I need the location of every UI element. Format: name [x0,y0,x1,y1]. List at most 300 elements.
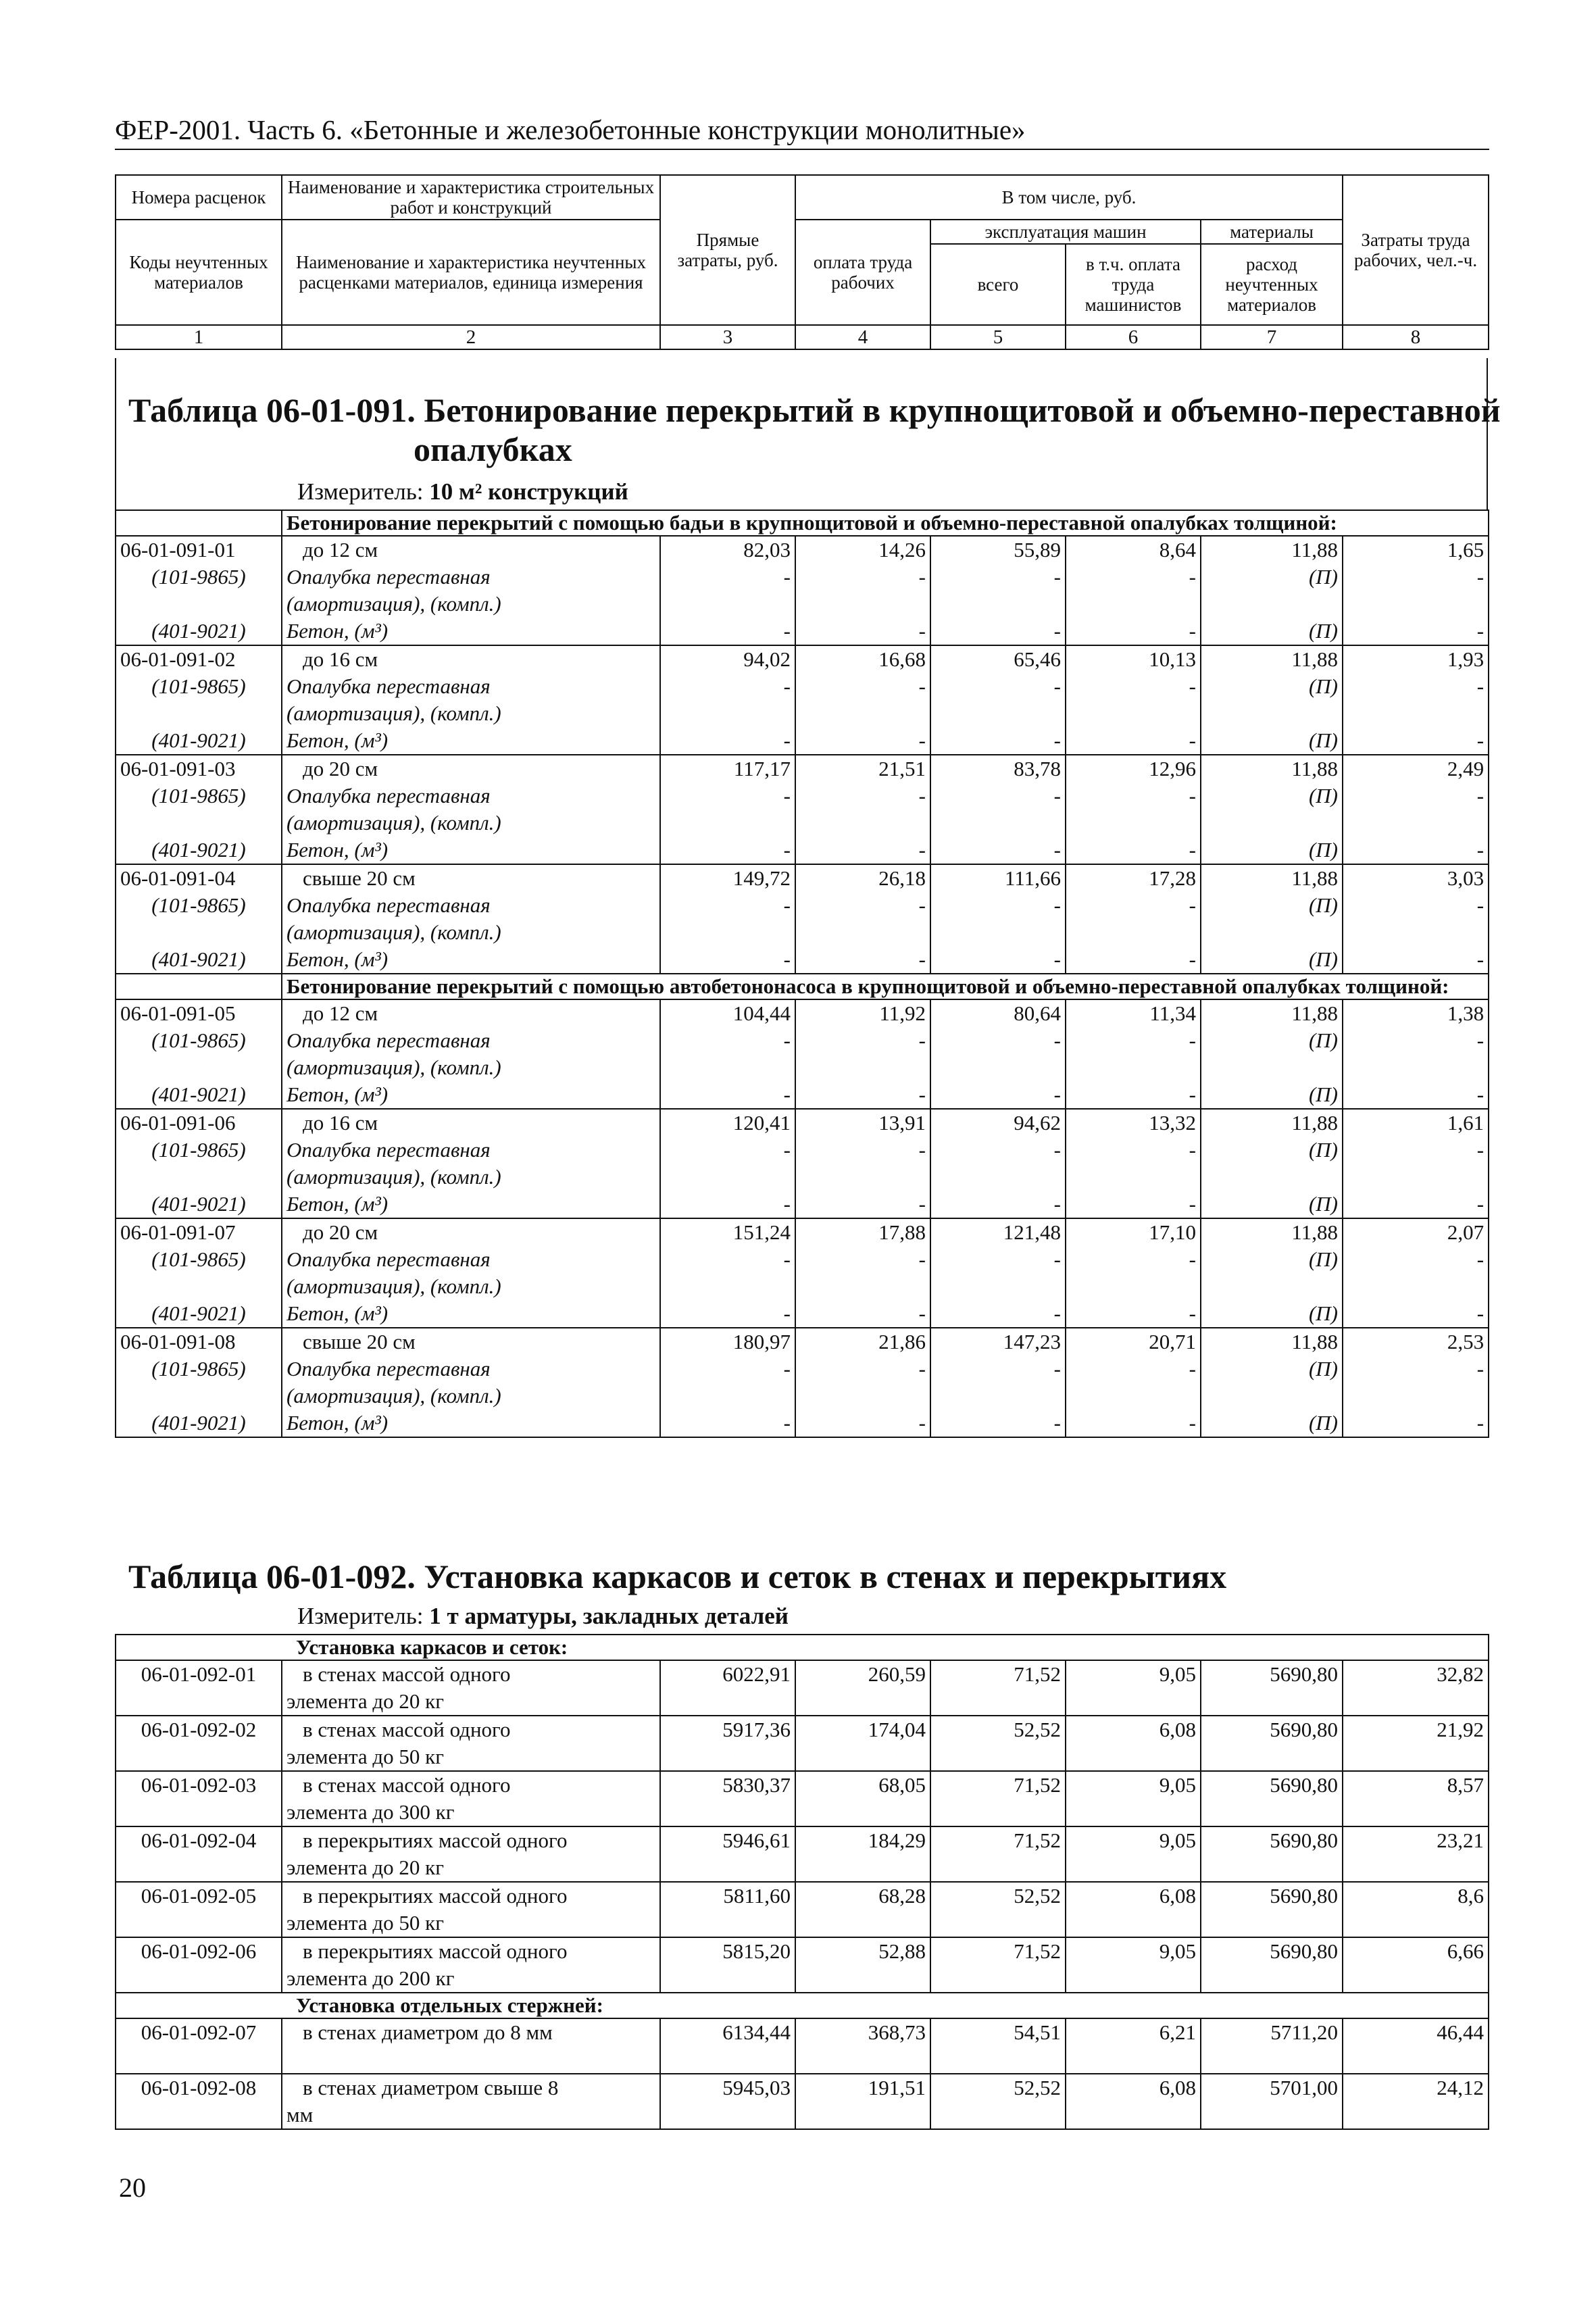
labor-hours-cell [1343,1218,1489,1328]
material-usage-cell [1201,645,1343,755]
rate-row [116,864,1489,974]
labor-hours: 1,61 [1447,1111,1485,1135]
dash: - [918,674,926,698]
machines-total-cell [930,864,1066,974]
rate-name-cell [282,1716,660,1771]
rate-name-cell [282,1826,660,1882]
dash: - [1476,784,1485,807]
material-cost: 5701,00 [1201,2074,1343,2129]
material-code: (101-9865) [151,1357,246,1380]
rate-name-cell [282,536,660,645]
material-code: (101-9865) [151,893,246,917]
rate-row [116,2018,1489,2074]
spacer [935,591,1061,618]
dash: - [918,1138,926,1162]
machinist-pay: 6,21 [1066,2018,1201,2074]
rate-code-cell [116,1328,282,1437]
rate-code: 06-01-092-06 [116,1937,282,1993]
rate-name: в перекрытиях массой одного [303,1939,568,1963]
spacer [1347,1054,1484,1081]
col-number: 8 [1343,325,1489,349]
direct-cost: 5917,36 [660,1716,795,1771]
dash: - [783,565,791,589]
rate-code-cell [116,1109,282,1218]
spacer [1347,919,1484,946]
dash: - [1189,1028,1196,1052]
rate-row [116,1826,1489,1882]
spacer [1205,1054,1338,1081]
rate-name: до 12 см [303,538,378,562]
dash: - [1189,838,1196,862]
material-usage: 11,88 [1291,1220,1338,1244]
dash: - [783,784,791,807]
col-number: 7 [1201,325,1343,349]
rate-name-cell [282,1882,660,1937]
spacer [120,591,277,618]
direct-cost: 5811,60 [660,1882,795,1937]
direct-cost: 5945,03 [660,2074,795,2129]
rate-code-cell [116,536,282,645]
dash: - [783,947,791,971]
machinist-pay-cell [1066,755,1201,864]
machines-total: 52,52 [930,2074,1066,2129]
rate-code: 06-01-092-08 [116,2074,282,2129]
spacer [1070,700,1196,727]
material-usage-cell [1201,755,1343,864]
material-usage: 11,88 [1291,538,1338,562]
material-code: (101-9865) [151,1138,246,1162]
material-code: (401-9021) [151,947,246,971]
dash: - [1053,1301,1061,1325]
machines-total-cell [930,536,1066,645]
spacer [1070,1383,1196,1410]
material-mark: (П) [1308,728,1338,752]
dash: - [918,1082,926,1106]
dash: - [1476,674,1485,698]
rate-name: до 16 см [303,647,378,671]
material-code: (401-9021) [151,1082,246,1106]
spacer [800,1273,926,1300]
rate-row [116,1660,1489,1716]
material-name: Бетон, (м³) [286,838,389,862]
direct-cost: 120,41 [732,1111,791,1135]
labor-hours-cell [1343,864,1489,974]
dash: - [1189,728,1196,752]
machines-total: 54,51 [930,2018,1066,2074]
dash: - [1189,893,1196,917]
labor-pay: 368,73 [795,2018,930,2074]
dash: - [783,619,791,643]
direct-cost-cell [660,1328,795,1437]
machines-total: 55,89 [1014,538,1061,562]
rate-code: 06-01-092-04 [116,1826,282,1882]
unit-value: 10 м² конструкций [429,478,628,505]
material-code: (401-9021) [151,728,246,752]
col-labor-pay: оплата труда рабочих [795,220,930,325]
material-name: Опалубка переставная [286,674,491,698]
machines-total: 71,52 [930,1826,1066,1882]
direct-cost: 117,17 [733,757,791,780]
material-code: (101-9865) [151,1028,246,1052]
spacer [120,919,277,946]
page-header: ФЕР-2001. Часть 6. «Бетонные и железобетонные конструкции монолитные» [115,115,1489,150]
material-mark: (П) [1308,1301,1338,1325]
spacer [800,810,926,837]
spacer [665,1054,791,1081]
rate-name-cell [282,999,660,1109]
labor-hours: 8,6 [1343,1882,1489,1937]
labor-hours: 23,21 [1343,1826,1489,1882]
material-code: (401-9021) [151,1192,246,1216]
rate-name-cont [286,2046,655,2073]
rate-name-cont: элемента до 200 кг [286,1966,455,1990]
frame-line [115,358,116,509]
machines-total: 94,62 [1014,1111,1061,1135]
labor-hours: 2,49 [1447,757,1485,780]
table-092 [115,1634,1489,2130]
section-spacer [116,974,282,999]
machines-total: 65,46 [1014,647,1061,671]
labor-pay-cell [795,1328,930,1437]
spacer [935,700,1061,727]
labor-hours: 21,92 [1343,1716,1489,1771]
material-cost: 5690,80 [1201,1826,1343,1882]
machinist-pay-cell [1066,645,1201,755]
material-cost: 5690,80 [1201,1937,1343,1993]
direct-cost: 6022,91 [660,1660,795,1716]
dash: - [1476,1247,1485,1271]
dash: - [1053,674,1061,698]
material-name: Бетон, (м³) [286,619,389,643]
labor-hours: 2,53 [1447,1330,1485,1353]
rate-code: 06-01-091-04 [120,866,236,890]
rate-code: 06-01-091-08 [120,1330,236,1353]
col-group-including: В том числе, руб. [795,175,1343,220]
rate-code-cell [116,864,282,974]
material-name: Опалубка переставная [286,1357,491,1380]
machines-total-cell [930,1109,1066,1218]
direct-cost-cell [660,755,795,864]
labor-hours: 1,38 [1447,1001,1485,1025]
rate-row [116,645,1489,755]
dash: - [1476,1301,1485,1325]
dash: - [783,1301,791,1325]
rate-name: в стенах массой одного [303,1718,511,1741]
material-code: (101-9865) [151,565,246,589]
dash: - [1476,1411,1485,1435]
dash: - [918,1357,926,1380]
machinist-pay: 6,08 [1066,2074,1201,2129]
material-mark: (П) [1308,838,1338,862]
labor-hours: 2,07 [1447,1220,1485,1244]
material-usage-cell [1201,1109,1343,1218]
col-material-codes: Коды неучтенных материалов [116,220,282,325]
rate-code: 06-01-092-02 [116,1716,282,1771]
rate-row [116,1937,1489,1993]
section-title: Бетонирование перекрытий с помощью автобетононасоса в крупнощитовой и объемно-переставной опалубках толщиной: [282,974,1489,999]
dash: - [1189,565,1196,589]
material-name-cont: (амортизация), (компл.) [286,1384,501,1408]
col-number: 3 [660,325,795,349]
dash: - [783,1357,791,1380]
spacer [1205,700,1338,727]
spacer [120,1054,277,1081]
spacer [665,1273,791,1300]
rate-name: до 20 см [303,1220,378,1244]
col-material-names: Наименование и характеристика неучтенных расценками материалов, единица измерения [282,220,660,325]
direct-cost: 5815,20 [660,1937,795,1993]
col-rate-number: Номера расценок [116,175,282,220]
dash: - [1189,1301,1196,1325]
direct-cost: 5946,61 [660,1826,795,1882]
spacer [1070,591,1196,618]
dash: - [1053,784,1061,807]
col-direct-costs: Прямые затраты, руб. [660,175,795,325]
labor-pay: 16,68 [878,647,926,671]
dash: - [783,1028,791,1052]
dash: - [1053,565,1061,589]
labor-hours: 24,12 [1343,2074,1489,2129]
material-mark: (П) [1308,619,1338,643]
direct-cost: 82,03 [743,538,791,562]
rate-name: в стенах диаметром до 8 мм [303,2020,553,2044]
machinist-pay: 17,28 [1149,866,1196,890]
labor-pay: 13,91 [878,1111,926,1135]
rate-name: в перекрытиях массой одного [303,1884,568,1908]
material-mark: (П) [1308,784,1338,807]
rate-code: 06-01-091-02 [120,647,236,671]
dash: - [1189,947,1196,971]
dash: - [783,838,791,862]
rate-name-cell [282,2018,660,2074]
section-spacer [116,510,282,536]
rate-name-cell [282,1109,660,1218]
dash: - [918,1247,926,1271]
material-mark: (П) [1308,1357,1338,1380]
material-usage: 11,88 [1291,1330,1338,1353]
machinist-pay-cell [1066,536,1201,645]
dash: - [1053,838,1061,862]
table-092-unit [297,1603,789,1630]
spacer [665,1383,791,1410]
labor-pay-cell [795,1109,930,1218]
rate-name-cont: элемента до 300 кг [286,1800,455,1824]
material-name-cont: (амортизация), (компл.) [286,1165,501,1189]
labor-hours: 8,57 [1343,1771,1489,1826]
rate-name-cell [282,1660,660,1716]
dash: - [1053,1082,1061,1106]
section-title: Бетонирование перекрытий с помощью бадьи в крупнощитовой и объемно-переставной опалубках толщиной: [282,510,1489,536]
dash: - [918,947,926,971]
dash: - [1053,619,1061,643]
rate-name: до 12 см [303,1001,378,1025]
machinist-pay-cell [1066,864,1201,974]
dash: - [918,893,926,917]
machinist-pay: 10,13 [1149,647,1196,671]
spacer [800,700,926,727]
machines-total: 121,48 [1003,1220,1061,1244]
rate-name-cell [282,645,660,755]
machinist-pay-cell [1066,1109,1201,1218]
spacer [800,1054,926,1081]
col-number: 4 [795,325,930,349]
table-091 [115,509,1489,1438]
section-title: Установка отдельных стержней: [116,1993,1489,2018]
dash: - [783,1082,791,1106]
material-name: Опалубка переставная [286,893,491,917]
col-number: 2 [282,325,660,349]
rate-code: 06-01-091-06 [120,1111,236,1135]
direct-cost: 5830,37 [660,1771,795,1826]
spacer [1205,1273,1338,1300]
unit-label: Измеритель: [297,1603,430,1629]
material-name-cont: (амортизация), (компл.) [286,920,501,944]
labor-pay-cell [795,864,930,974]
spacer [1205,1164,1338,1191]
rate-name: до 20 см [303,757,378,780]
dash: - [1476,1357,1485,1380]
labor-hours-cell [1343,1109,1489,1218]
machinist-pay-cell [1066,1218,1201,1328]
rate-row [116,999,1489,1109]
col-group-materials: материалы [1201,220,1343,244]
machinist-pay: 13,32 [1149,1111,1196,1135]
material-name-cont: (амортизация), (компл.) [286,592,501,616]
col-number: 6 [1066,325,1201,349]
dash: - [783,1247,791,1271]
dash: - [1476,1192,1485,1216]
rate-name-cell [282,2074,660,2129]
dash: - [918,1192,926,1216]
material-name: Бетон, (м³) [286,728,389,752]
material-mark: (П) [1308,674,1338,698]
rate-code: 06-01-091-07 [120,1220,236,1244]
machinist-pay: 11,34 [1149,1001,1196,1025]
dash: - [918,619,926,643]
labor-pay: 174,04 [795,1716,930,1771]
dash: - [1476,619,1485,643]
table-091-title-line2: опалубках [414,430,572,468]
machines-total: 71,52 [930,1937,1066,1993]
machines-total: 111,66 [1005,866,1061,890]
dash: - [918,728,926,752]
spacer [665,700,791,727]
material-usage: 11,88 [1291,1111,1338,1135]
dash: - [1476,893,1485,917]
labor-pay: 52,88 [795,1937,930,1993]
page-number: 20 [119,2172,146,2203]
spacer [1205,591,1338,618]
labor-pay: 21,86 [878,1330,926,1353]
material-mark: (П) [1308,1247,1338,1271]
frame-line [1487,358,1488,509]
spacer [1205,1383,1338,1410]
dash: - [1476,838,1485,862]
direct-cost: 149,72 [732,866,791,890]
material-code: (101-9865) [151,674,246,698]
machinist-pay: 9,05 [1066,1660,1201,1716]
material-name: Бетон, (м³) [286,1192,389,1216]
spacer [1347,810,1484,837]
table-091-unit [297,478,628,505]
labor-hours-cell [1343,645,1489,755]
machinist-pay: 9,05 [1066,1771,1201,1826]
material-code: (101-9865) [151,784,246,807]
direct-cost-cell [660,864,795,974]
spacer [1205,919,1338,946]
labor-pay-cell [795,536,930,645]
rate-name-cell [282,864,660,974]
dash: - [918,1411,926,1435]
dash: - [1053,893,1061,917]
rate-name-cell [282,755,660,864]
labor-pay: 191,51 [795,2074,930,2129]
dash: - [1189,1357,1196,1380]
material-name: Бетон, (м³) [286,947,389,971]
material-usage-cell [1201,864,1343,974]
rate-code: 06-01-091-01 [120,538,236,562]
col-number: 5 [930,325,1066,349]
machinist-pay: 6,08 [1066,1716,1201,1771]
spacer [935,1054,1061,1081]
rate-code: 06-01-092-05 [116,1882,282,1937]
material-name: Бетон, (м³) [286,1411,389,1435]
dash: - [783,1411,791,1435]
dash: - [1189,1192,1196,1216]
material-code: (401-9021) [151,838,246,862]
spacer [800,1383,926,1410]
labor-hours-cell [1343,1328,1489,1437]
machinist-pay: 17,10 [1149,1220,1196,1244]
rate-name: в перекрытиях массой одного [303,1828,568,1852]
dash: - [783,674,791,698]
material-usage-cell [1201,536,1343,645]
spacer [935,919,1061,946]
material-code: (401-9021) [151,1411,246,1435]
labor-pay-cell [795,1218,930,1328]
rate-name: свыше 20 см [303,1330,416,1353]
labor-pay: 11,92 [879,1001,926,1025]
spacer [935,810,1061,837]
material-name: Опалубка переставная [286,784,491,807]
labor-hours-cell [1343,755,1489,864]
dash: - [1053,1411,1061,1435]
spacer [1070,919,1196,946]
section-row [116,1635,1489,1660]
spacer [935,1383,1061,1410]
labor-pay-cell [795,645,930,755]
machinist-pay: 9,05 [1066,1826,1201,1882]
section-title: Установка каркасов и сеток: [116,1635,1489,1660]
dash: - [783,893,791,917]
direct-cost: 104,44 [732,1001,791,1025]
dash: - [1476,565,1485,589]
machines-total-cell [930,1328,1066,1437]
machinist-pay: 8,64 [1159,538,1196,562]
dash: - [918,565,926,589]
spacer [120,1383,277,1410]
labor-pay-cell [795,755,930,864]
spacer [665,591,791,618]
dash: - [1189,674,1196,698]
col-labor-hours: Затраты труда рабочих, чел.-ч. [1343,175,1489,325]
col-work-name: Наименование и характеристика строительных работ и конструкций [282,175,660,220]
col-group-machines: эксплуатация машин [930,220,1201,244]
spacer [1205,810,1338,837]
rate-name-cont: мм [286,2103,314,2126]
dash: - [783,728,791,752]
labor-pay: 68,28 [795,1882,930,1937]
